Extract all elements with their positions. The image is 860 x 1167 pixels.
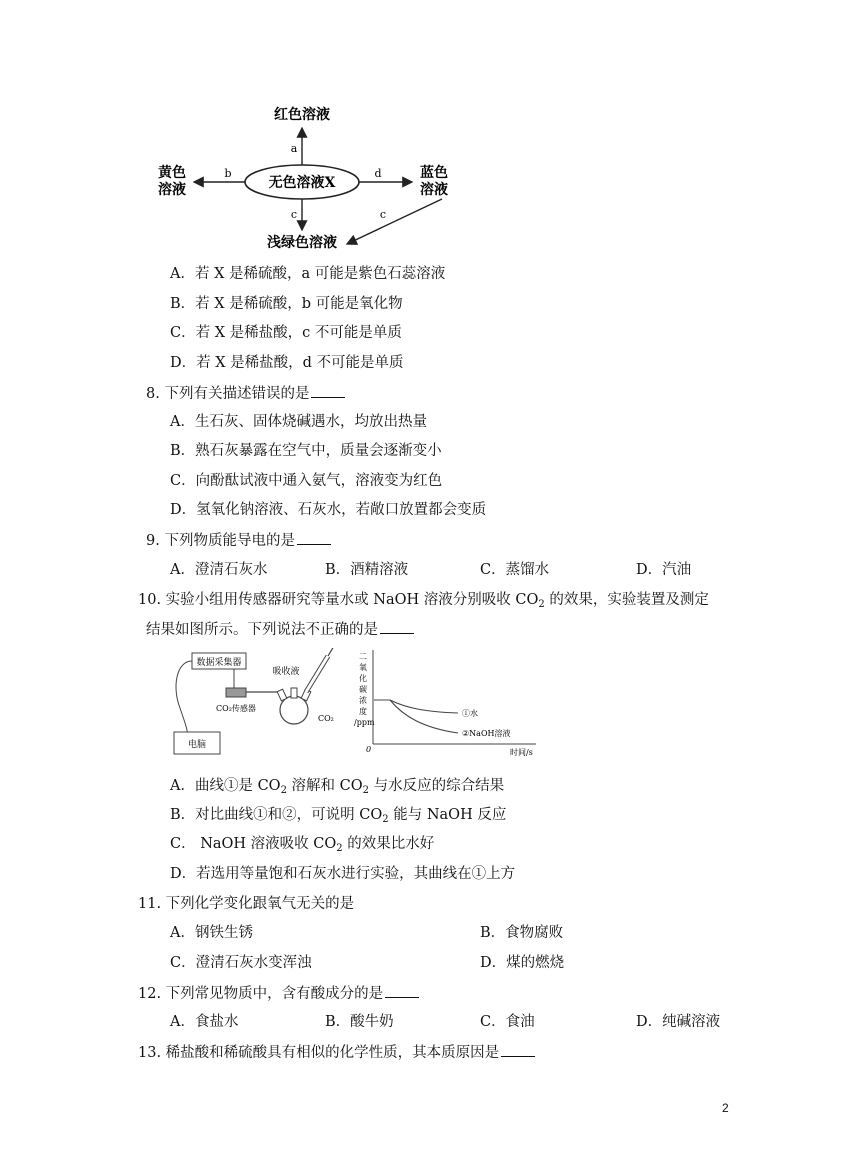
label-c-2: c xyxy=(379,208,387,221)
bottom-label: 浅绿色溶液 xyxy=(267,235,337,251)
top-label: 红色溶液 xyxy=(274,107,330,123)
y-unit: /ppm xyxy=(354,718,375,727)
text: A．曲线①是 CO xyxy=(170,778,281,794)
apparatus-diagram xyxy=(168,648,558,758)
q7-option-d: D．若 X 是稀盐酸，d 不可能是单质 xyxy=(170,355,404,371)
q13-number: 13. xyxy=(138,1045,162,1061)
q8-stem xyxy=(146,383,345,404)
q12-stem xyxy=(138,983,419,1004)
q10-stem-part1: 实验小组用传感器研究等量水或 NaOH 溶液分别吸收 CO xyxy=(165,592,539,608)
q9-option-d: D．汽油 xyxy=(636,562,692,578)
x-label: 时间/s xyxy=(510,748,533,757)
curve-naoh xyxy=(390,700,458,733)
y-label-3: 化 xyxy=(359,674,367,683)
q8-option-c: C．向酚酞试液中通入氨气，溶液变为红色 xyxy=(170,473,443,489)
q11-stem xyxy=(138,894,354,914)
data-collector-label: 数据采集器 xyxy=(196,658,242,668)
subscript: 2 xyxy=(280,785,287,796)
subscript: 2 xyxy=(362,785,370,796)
q11-option-a: A．钢铁生锈 xyxy=(170,925,253,941)
syringe-inner xyxy=(306,656,328,692)
q12-option-a: A．食盐水 xyxy=(170,1014,239,1030)
q10-option-b xyxy=(170,805,506,825)
center-label: 无色溶液X xyxy=(268,175,336,191)
origin: 0 xyxy=(366,745,372,754)
co2-sensor-label: CO₂传感器 xyxy=(216,704,256,713)
q10-option-c xyxy=(170,834,434,854)
page-number: 2 xyxy=(722,1101,729,1115)
q12-option-b: B．酸牛奶 xyxy=(325,1014,394,1030)
q10-stem-line2 xyxy=(146,619,414,640)
syringe-plunger xyxy=(328,648,334,656)
text: 与水反应的综合结果 xyxy=(369,778,505,794)
arrow-diagonal xyxy=(347,199,442,244)
curve-water-label: ①水 xyxy=(462,709,478,718)
right-label-2: 溶液 xyxy=(420,182,448,198)
q11-option-b: B．食物腐败 xyxy=(480,925,564,941)
subscript: 2 xyxy=(382,814,389,825)
q10-stem-text: 结果如图所示。下列说法不正确的是 xyxy=(146,622,378,638)
q9-option-b: B．酒精溶液 xyxy=(325,562,409,578)
left-label-2: 溶液 xyxy=(158,182,186,198)
q8-option-b: B．熟石灰暴露在空气中，质量会逐渐变小 xyxy=(170,443,442,459)
answer-blank xyxy=(385,983,419,998)
label-b: b xyxy=(224,167,232,180)
label-d: d xyxy=(374,167,382,180)
curve-water xyxy=(374,700,458,713)
q13-text: 稀盐酸和稀硫酸具有相似的化学性质，其本质原因是 xyxy=(165,1045,500,1061)
q8-text: 下列有关描述错误的是 xyxy=(164,386,310,402)
subscript: 2 xyxy=(538,599,545,610)
wire-collector-computer xyxy=(176,661,192,738)
q12-option-d: D．纯碱溶液 xyxy=(636,1014,721,1030)
q10-stem-line1 xyxy=(138,590,709,610)
label-c-1: c xyxy=(290,208,298,221)
computer-label: 电脑 xyxy=(187,740,207,750)
subscript: 2 xyxy=(336,843,343,854)
text: B．对比曲线①和②，可说明 CO xyxy=(170,807,383,823)
text: 的效果比水好 xyxy=(342,836,435,852)
q7-option-a: A．若 X 是稀硫酸，a 可能是紫色石蕊溶液 xyxy=(170,266,446,282)
curve-naoh-label: ②NaOH溶液 xyxy=(462,729,511,738)
q10-option-a xyxy=(170,776,504,796)
q11-number: 11. xyxy=(138,896,162,912)
q8-number: 8. xyxy=(146,386,160,402)
q10-number: 10. xyxy=(138,592,162,608)
q9-option-c: C．蒸馏水 xyxy=(480,562,550,578)
q10-option-d: D．若选用等量饱和石灰水进行实验，其曲线在①上方 xyxy=(170,866,516,882)
q9-text: 下列物质能导电的是 xyxy=(164,533,295,549)
q9-number: 9. xyxy=(146,533,160,549)
text: C． NaOH 溶液吸收 CO xyxy=(170,836,337,852)
reaction-diagram xyxy=(150,98,460,253)
q12-text: 下列常见物质中，含有酸成分的是 xyxy=(165,986,384,1002)
y-label-1: 二 xyxy=(359,652,367,661)
y-label-5: 浓 xyxy=(359,696,367,705)
text: 能与 NaOH 反应 xyxy=(388,807,507,823)
q9-option-a: A．澄清石灰水 xyxy=(170,562,268,578)
q11-text: 下列化学变化跟氧气无关的是 xyxy=(165,896,355,912)
q13-stem xyxy=(138,1042,535,1063)
q11-option-d: D．煤的燃烧 xyxy=(480,955,565,971)
q8-option-d: D．氢氧化钠溶液、石灰水，若敞口放置都会变质 xyxy=(170,502,487,518)
q9-stem xyxy=(146,530,331,551)
q10-stem-part2: 的效果，实验装置及测定 xyxy=(544,592,709,608)
q12-number: 12. xyxy=(138,986,162,1002)
text: 溶解和 CO xyxy=(286,778,363,794)
answer-blank xyxy=(380,619,414,634)
flask xyxy=(280,696,308,724)
y-label-2: 氧 xyxy=(359,663,367,672)
answer-blank xyxy=(311,383,345,398)
co2-label: CO₂ xyxy=(318,714,334,723)
absorb-label: 吸收液 xyxy=(272,667,300,677)
flask-neck-left xyxy=(277,689,287,701)
answer-blank xyxy=(501,1042,535,1057)
left-label-1: 黄色 xyxy=(158,165,186,181)
flask-neck-center xyxy=(291,688,297,698)
y-label-4: 碳 xyxy=(359,685,367,694)
answer-blank xyxy=(297,530,331,545)
right-label-1: 蓝色 xyxy=(420,165,448,181)
label-a: a xyxy=(290,142,298,155)
q7-option-b: B．若 X 是稀硫酸，b 可能是氧化物 xyxy=(170,296,403,312)
q12-option-c: C．食油 xyxy=(480,1014,535,1030)
y-label-6: 度 xyxy=(359,707,367,716)
q11-option-c: C．澄清石灰水变浑浊 xyxy=(170,955,312,971)
q8-option-a: A．生石灰、固体烧碱遇水，均放出热量 xyxy=(170,414,427,430)
co2-sensor xyxy=(226,688,246,697)
q7-option-c: C．若 X 是稀盐酸，c 不可能是单质 xyxy=(170,325,402,341)
